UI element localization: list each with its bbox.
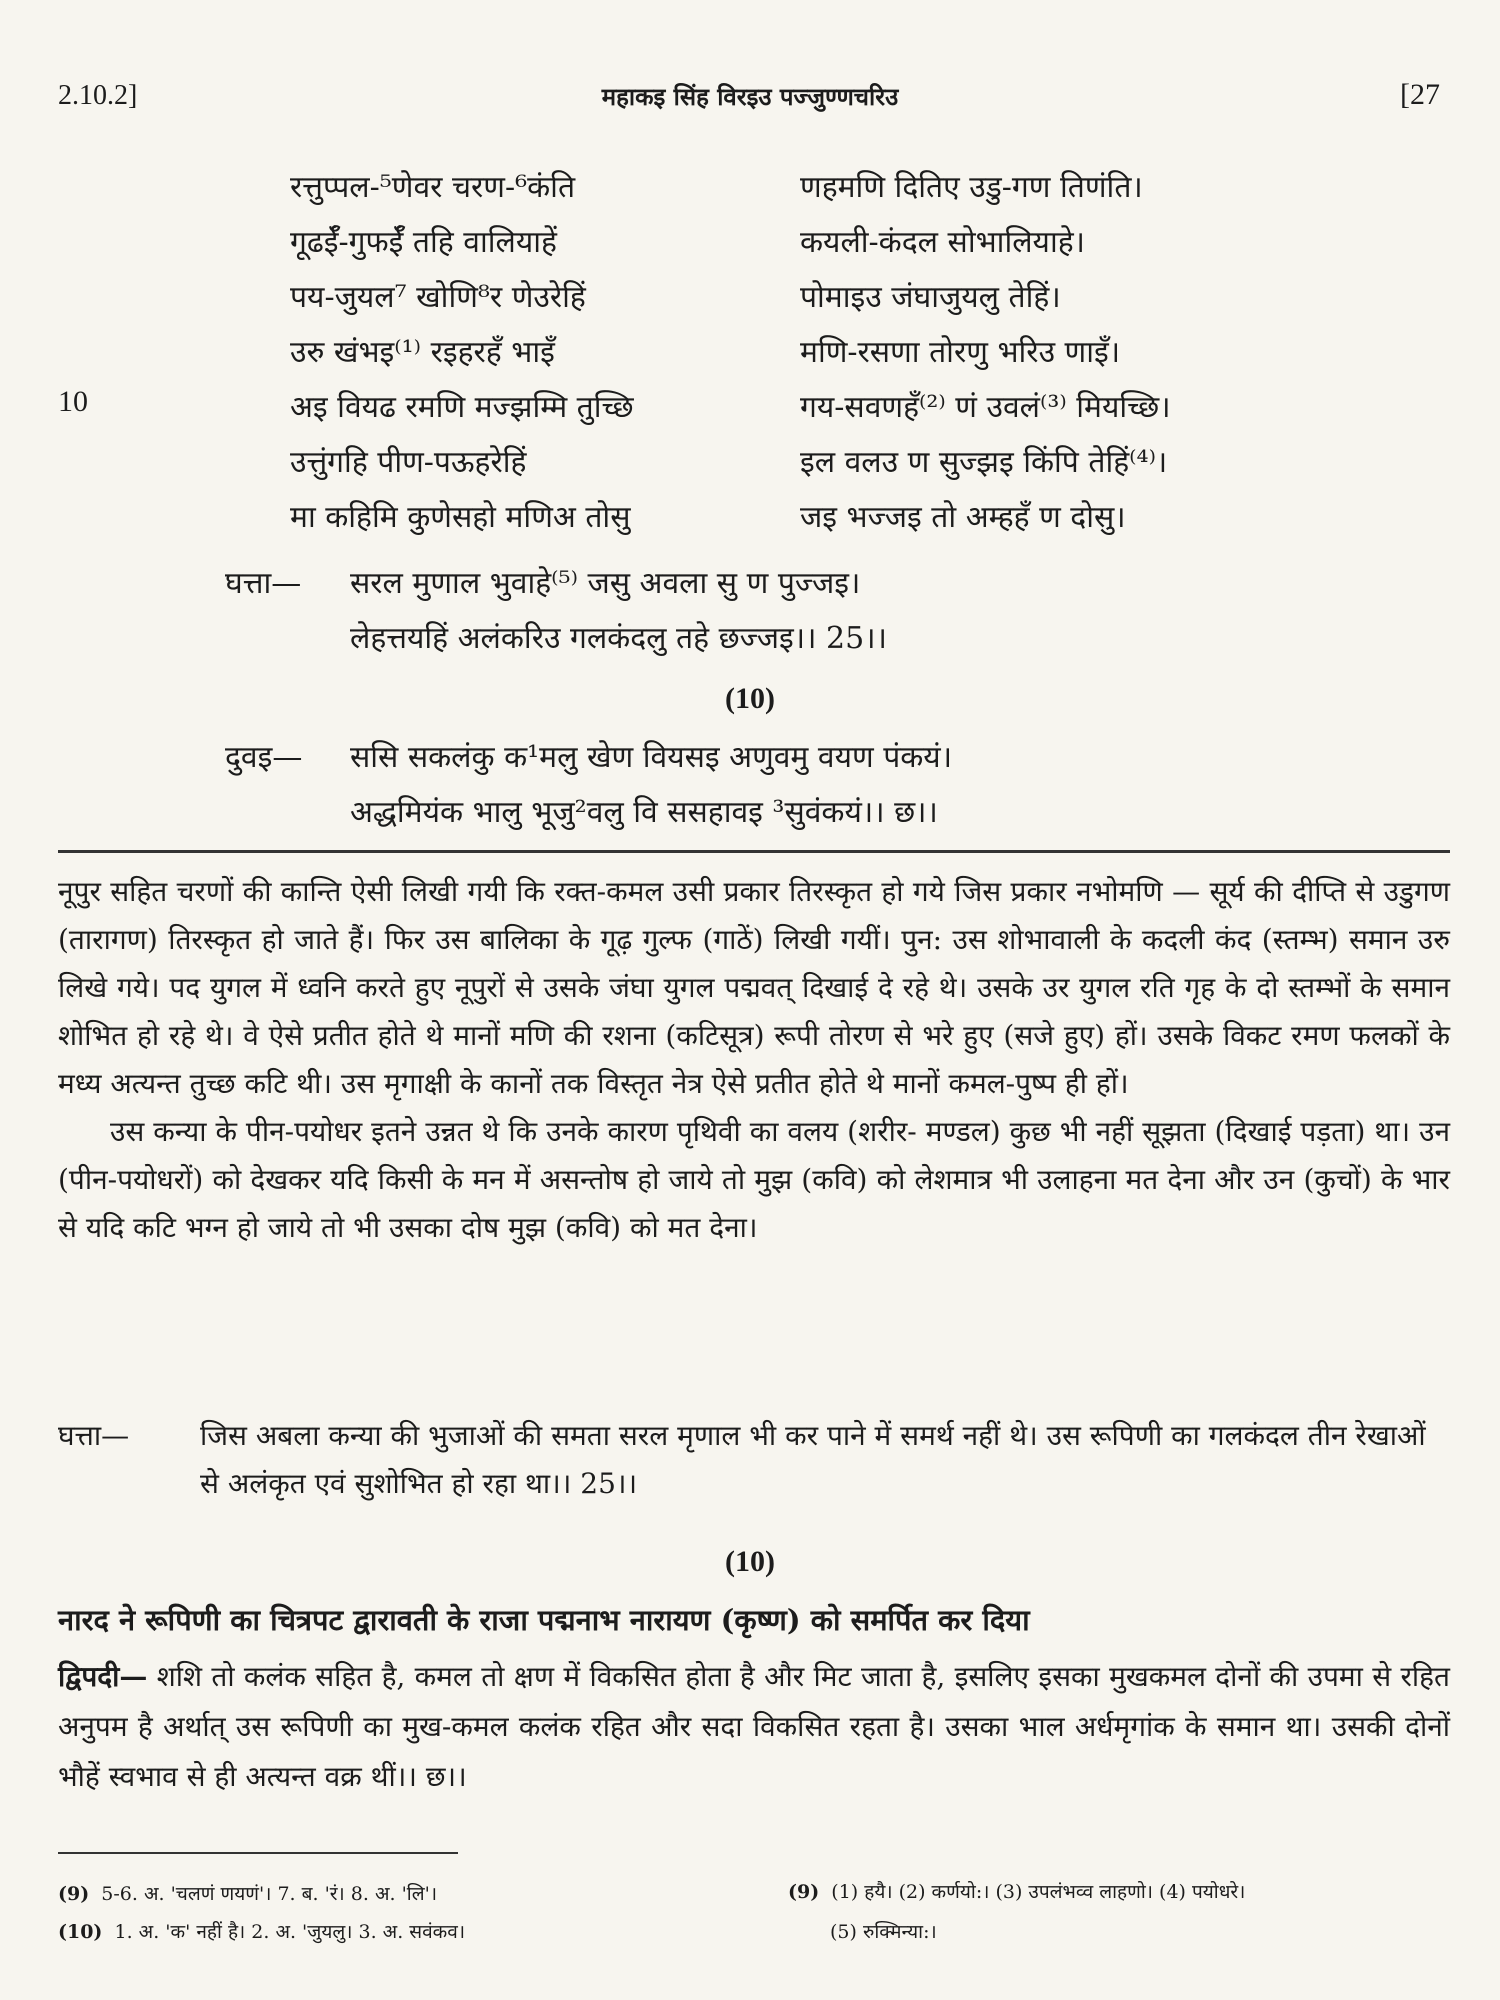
ghatta-translation-text: जिस अबला कन्या की भुजाओं की समता सरल मृणाल भी कर पाने में समर्थ नहीं थे। उस रूपिणी का गलकंदल तीन रेखाओं से अलंकृत एवं सुशोभित हो रहा था।। 25।। [200,1419,1426,1500]
duvai-line-2: अद्धमियंक भालु भूजु²वलु वि ससहावइ ³सुवंकयं।। छ।। [350,795,938,830]
verse-left-hemistich: उत्तुंगहि पीण-पऊहरेहिं [290,445,527,480]
ghatta-translation [58,1412,1450,1508]
section-divider [58,850,1450,853]
duvai-line-1: ससि सकलंकु क¹मलु खेण वियसइ अणुवमु वयण पंकयं। [350,740,953,775]
duvai-verse [225,730,952,840]
verse-right-hemistich: इल वलउ ण सुज्झइ किंपि तेहिं⁽⁴⁾। [800,445,1168,480]
verse-left-hemistich: मा कहिमि कुणेसहो मणिअ तोसु [290,500,631,535]
verse-left-hemistich: रत्तुप्पल-⁵णेवर चरण-⁶कंति [290,170,576,205]
section-number: (10) [725,682,775,715]
ghatta-translation-label: घत्ता— [58,1419,130,1452]
verse-row [290,435,1390,490]
footnote-tag: (10) [58,1921,103,1943]
translation-paragraph-1: नूपुर सहित चरणों की कान्ति ऐसी लिखी गयी कि रक्त-कमल उसी प्रकार तिरस्कृत हो गये जिस प्रकार नभोमणि — सूर्य की दीप्ति से उडुगण (तारागण) तिरस्कृत हो जाते हैं। फिर उस बालिका के गूढ़ गुल्फ (गाठें) लिखी गयीं। पुन: उस शोभावाली के कदली कंद (स्तम्भ) समान उरु लिखे गये। पद युगल में ध्वनि करते हुए नूपुरों से उसके जंघा युगल पद्मवत् दिखाई दे रहे थे। उसके उर युगल रति गृह के दो स्तम्भों के समान शोभित हो रहे थे। वे ऐसे प्रतीत होते थे मानों मणि की रशना (कटिसूत्र) रूपी तोरण से भरे हुए (सजे हुए) हों। उसके विकट रमण फलकों के मध्य अत्यन्त तुच्छ कटि थी। उस मृगाक्षी के कानों तक विस्तृत नेत्र ऐसे प्रतीत होते थे मानों कमल-पुष्प ही हों। [58,875,1450,1100]
dvipadi-text: शशि तो कलंक सहित है, कमल तो क्षण में विकसित होता है और मिट जाता है, इसलिए इसका मुखकमल दोनों की उपमा से रहित अनुपम है अर्थात् उस रूपिणी का मुख-कमल कलंक रहित और सदा विकसित रहता है। उसका भाल अर्धमृगांक के समान था। उसकी दोनों भौहें स्वभाव से ही अत्यन्त वक्र थीं।। छ।। [58,1660,1450,1793]
translation-text [58,868,1450,1252]
verse-line-number: 10 [58,385,88,418]
verse-right-hemistich: णहमणि दितिए उडु-गण तिणंति। [800,170,1143,205]
verse-right-hemistich: गय-सवणहँ⁽²⁾ णं उवलं⁽³⁾ मियच्छि। [800,390,1171,425]
footnote-tag: (9) [58,1883,90,1905]
verse-row [290,325,1390,380]
ghatta-line-2: लेहत्तयहिं अलंकरिउ गलकंदलु तहे छज्जइ।। 25।। [350,621,887,656]
footnote [58,1880,437,1906]
verse-left-hemistich: पय-जुयल⁷ खोणि⁸र णेउरेहिं [290,280,586,315]
verse-row [290,270,1390,325]
verse-left-hemistich: अइ वियढ रमणि मज्झम्मि तुच्छि [290,390,634,425]
verse-left-hemistich: गूढईँ-गुफईँ तहि वालियाहें [290,225,557,260]
footnote-divider [58,1852,458,1854]
verse-row [290,380,1390,435]
verse-right-hemistich: पोमाइउ जंघाजुयलु तेहिं। [800,280,1061,315]
dvipadi-translation [58,1652,1450,1802]
footnote-text: 1. अ. 'क' नहीं है। 2. अ. 'जुयलु। 3. अ. सवंकव। [114,1921,466,1943]
verse-left-hemistich: उरु खंभइ⁽¹⁾ रइहरहँ भाइँ [290,335,555,370]
footnote [788,1878,1245,1904]
verse-row [290,215,1390,270]
verse-right-hemistich: जइ भज्जइ तो अम्हहँ ण दोसु। [800,500,1126,535]
verse-row [290,490,1390,545]
footnote-text: 5-6. अ. 'चलणं णयणं'। 7. ब. 'रं। 8. अ. 'लि'। [101,1883,438,1905]
page-number: [27 [1400,78,1440,111]
page-section-ref: 2.10.2] [58,80,138,111]
footnote-text: (1) हयै। (2) कर्णयो:। (3) उपलंभव्व लाहणो। (4) पयोधरे। [831,1881,1246,1903]
footnote-text: (5) रुक्मिन्या:। [830,1921,937,1943]
translation-paragraph-2: उस कन्या के पीन-पयोधर इतने उन्नत थे कि उनके कारण पृथिवी का वलय (शरीर- मण्डल) कुछ भी नहीं सूझता (दिखाई पड़ता) था। उन (पीन-पयोधरों) को देखकर यदि किसी के मन में असन्तोष हो जाये तो मुझ (कवि) को लेशमात्र भी उलाहना मत देना और उन (कुचों) के भार से यदि कटि भग्न हो जाये तो भी उसका दोष मुझ (कवि) को मत देना। [58,1115,1450,1244]
section-heading: नारद ने रूपिणी का चित्रपट द्वारावती के राजा पद्मनाभ नारायण (कृष्ण) को समर्पित कर दिया [58,1603,1030,1637]
dvipadi-label: द्विपदी— [58,1660,148,1693]
ghatta-label: घत्ता— [225,566,302,601]
ghatta-line-1: सरल मुणाल भुवाहे⁽⁵⁾ जसु अवला सु ण पुज्जइ। [350,566,861,601]
footnote [58,1918,465,1944]
ghatta-verse [225,556,887,666]
footnote [830,1918,937,1944]
verse-right-hemistich: कयली-कंदल सोभालियाहे। [800,225,1086,260]
footnote-tag: (9) [788,1881,820,1903]
verse-block [290,160,1390,545]
section-number-2: (10) [725,1545,775,1578]
verse-row [290,160,1390,215]
verse-right-hemistich: मणि-रसणा तोरणु भरिउ णाइँ। [800,335,1121,370]
running-title: महाकइ सिंह विरइउ पज्जुण्णचरिउ [601,82,899,111]
duvai-label: दुवइ— [225,740,303,775]
